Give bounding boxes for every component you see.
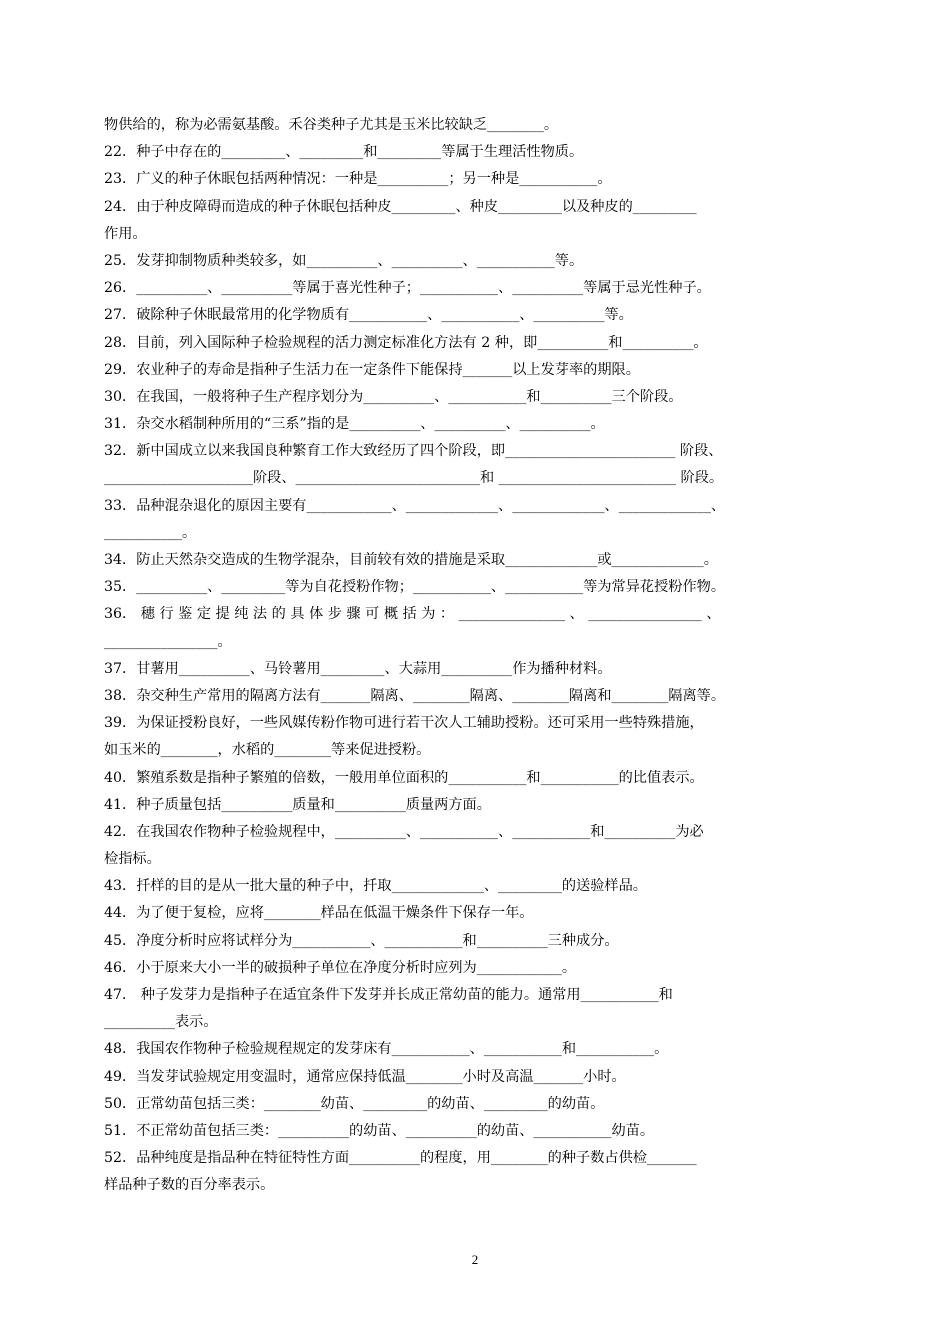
text-line: 33．品种混杂退化的原因主要有____________、_____________、_____________、_____________、 [104,497,726,514]
text-line: 39．为保证授粉良好，一些风媒传粉作物可进行若干次人工辅助授粉。还可采用一些特殊措施， [104,715,704,732]
text-line: 物供给的，称为必需氨基酸。禾谷类种子尤其是玉米比较缺乏________。 [104,117,559,133]
text-line: 26．__________、__________等属于喜光性种子；___________、__________等属于忌光性种子。 [104,280,711,297]
text-line: 27．破除种子休眠最常用的化学物质有___________、___________、__________等。 [104,307,633,324]
text-line: 37．甘薯用__________、马铃薯用_________、大蒜用__________作为播种材料。 [104,660,612,677]
text-line: 22．种子中存在的_________、_________和_________等属于生理活性物质。 [104,144,584,161]
text-line: 34．防止天然杂交造成的生物学混杂，目前较有效的措施是采取_____________或_____________。 [104,552,718,568]
text-line: 47． 种子发芽力是指种子在适宜条件下发芽并长成正常幼苗的能力。通常用___________和 [104,987,673,1003]
question-list [104,112,870,1200]
text-line: 31．杂交水稻制种所用的“三系”指的是__________、__________、__________。 [104,416,605,433]
text-line: 46．小于原来大小一半的破损种子单位在净度分析时应列为____________。 [104,959,577,976]
text-line: 样品种子数的百分率表示。 [104,1177,275,1194]
page-number: 2 [471,1252,479,1267]
text-line: 35．__________、_________等为自花授粉作物；___________、___________等为常异花授粉作物。 [104,579,726,596]
text-line: 36． 穗 行 鉴 定 提 纯 法 的 具 体 步 骤 可 概 括 为 ： _______________ 、 ________________ 、 [104,606,721,623]
text-line: 如玉米的________，水稻的________等来促进授粉。 [104,742,431,759]
text-line: 30．在我国，一般将种子生产程序划分为__________、___________和__________三个阶段。 [104,388,683,405]
text-line: 38．杂交种生产常用的隔离方法有_______隔离、________隔离、________隔离和________隔离等。 [104,687,726,704]
text-line: 23．广义的种子休眠包括两种情况：一种是__________；另一种是___________。 [104,171,612,188]
text-line: 40．繁殖系数是指种子繁殖的倍数，一般用单位面积的___________和___________的比值表示。 [104,769,704,786]
text-line: 作用。 [104,225,147,242]
text-line: __________表示。 [104,1014,218,1031]
text-line: 32．新中国成立以来我国良种繁育工作大致经历了四个阶段，即________________________ 阶段、 [104,443,723,460]
text-line: 45．净度分析时应将试样分为___________、___________和__________三种成分。 [104,932,619,949]
text-line: 42．在我国农作物种子检验规程中，__________、___________、___________和__________为必 [104,823,704,840]
text-line: 52．品种纯度是指品种在特征特性方面__________的程度，用________的种子数占供检_______ [104,1150,697,1167]
text-line: 24．由于种皮障碍而造成的种子休眠包括种皮_________、种皮_________以及种皮的_________ [104,198,697,215]
text-line: 41．种子质量包括__________质量和__________质量两方面。 [104,796,491,813]
text-line: 44．为了便于复检，应将________样品在低温干燥条件下保存一年。 [104,905,534,922]
text-line: ________________。 [104,633,232,650]
text-line: 28．目前，列入国际种子检验规程的活力测定标准化方法有 2 种，即__________和__________。 [104,334,708,351]
text-line: ___________。 [104,524,197,541]
text-line: 43．扦样的目的是从一批大量的种子中，扦取_____________、_________的送验样品。 [104,878,647,895]
text-line: 49．当发芽试验规定用变温时，通常应保持低温________小时及高温_______小时。 [104,1068,626,1085]
text-line: 29．农业种子的寿命是指种子生活力在一定条件下能保持_______以上发芽率的期限。 [104,361,640,378]
text-line: 25．发芽抑制物质种类较多，如__________、__________、___________等。 [104,252,584,269]
text-line: 检指标。 [104,851,161,868]
text-line: 48．我国农作物种子检验规程规定的发芽床有___________、___________和___________。 [104,1041,669,1058]
text-line: 51．不正常幼苗包括三类：__________的幼苗、__________的幼苗、___________幼苗。 [104,1122,655,1139]
text-line: 50．正常幼苗包括三类：________幼苗、_________的幼苗、_________的幼苗。 [104,1095,605,1112]
text-line: _____________________阶段、__________________________和 _________________________ 阶段。 [104,470,724,487]
